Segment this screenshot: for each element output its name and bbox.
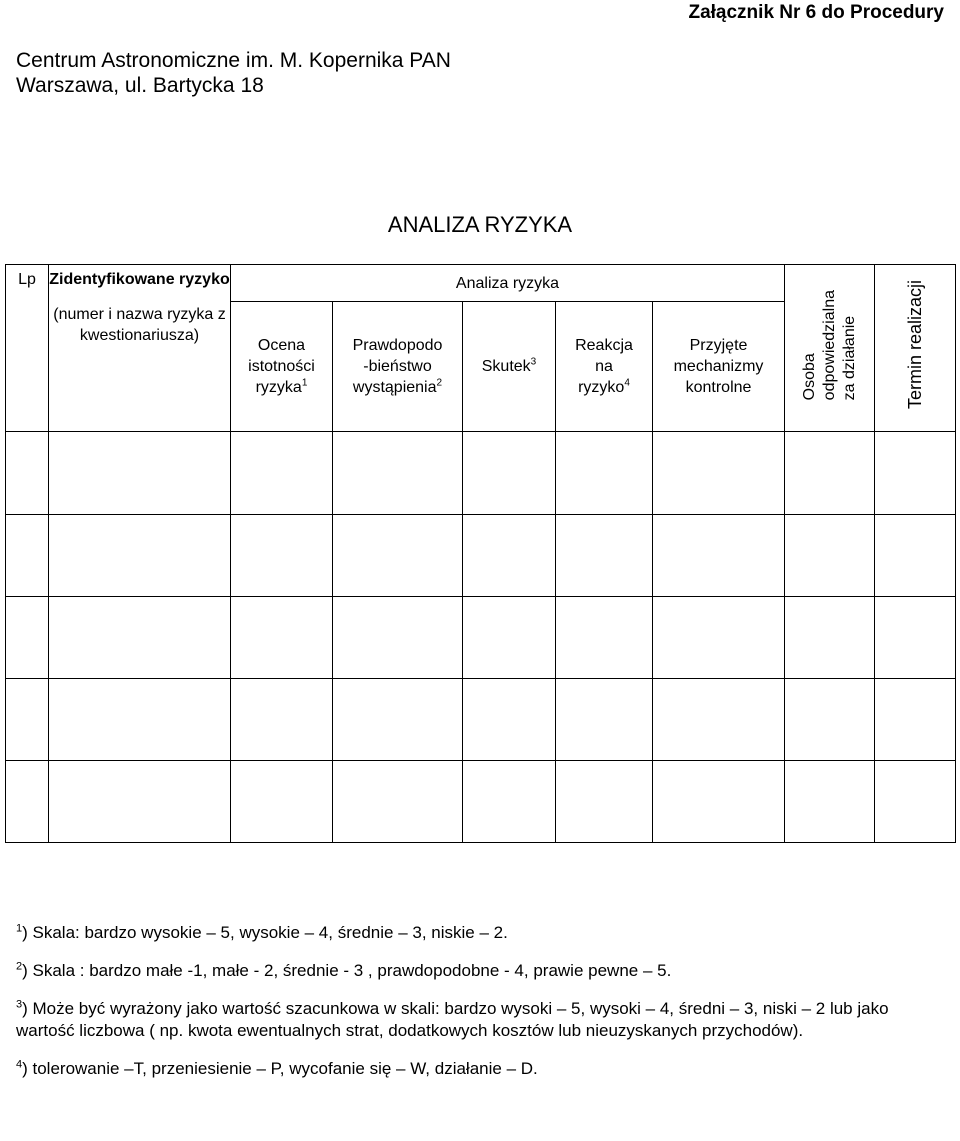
header-deadline [875,265,956,432]
table-cell [653,679,785,761]
table-row [6,515,956,597]
table-cell [49,679,231,761]
table-cell [653,432,785,515]
table-cell [875,761,956,843]
footnote-ref-3: 3 [530,356,537,368]
institution-block [16,48,451,98]
table-cell [333,515,463,597]
table-cell [785,679,875,761]
table-cell [556,432,653,515]
table-cell [556,679,653,761]
table-cell [231,761,333,843]
footnote-1: $^1$) Skala: bardzo wysokie – 5, wysokie – 4, średnie – 3, niskie – 2. [16,922,508,942]
table-row [6,432,956,515]
table-cell [6,597,49,679]
table-cell [785,432,875,515]
table-cell [6,679,49,761]
table-cell [231,432,333,515]
header-control-mechanisms: Przyjęte mechanizmy kontrolne [653,302,785,432]
header-responsible-person-text: Osoba odpowiedzialna za działanie [800,289,858,401]
header-identified-risk-subtitle: (numer i nazwa ryzyka z kwestionariusza) [53,306,226,344]
table-cell [463,679,556,761]
institution-name: Centrum Astronomiczne im. M. Kopernika PAN [16,49,451,72]
document-title: ANALIZA RYZYKA [387,212,573,237]
table-cell [333,597,463,679]
table-cell [49,515,231,597]
footnotes [16,922,946,1096]
table-header-row [6,265,956,302]
header-identified-risk-title: Zidentyfikowane ryzyko [49,271,230,288]
table-cell [785,597,875,679]
footnote-3: $^3$) Może być wyrażony jako wartość szacunkowa w skali: bardzo wysoki – 5, wysoki – 4, średni – 3, niski – 2 lub jako wartość liczbowa ( np. kwota ewentualnych strat, dodatkowych kosztów lub nieuzyskanych przychodów). [16,998,889,1040]
table-cell [556,597,653,679]
table-row [6,597,956,679]
header-deadline-text: Termin realizacji [904,280,925,410]
attachment-label: Załącznik Nr 6 do Procedury [688,2,944,23]
table-cell [231,679,333,761]
institution-address: Warszawa, ul. Bartycka 18 [16,74,264,97]
table-cell [785,515,875,597]
footnote-2: $^2$) Skala : bardzo małe -1, małe - 2, średnie - 3 , prawdopodobne - 4, prawie pewne – 5. [16,960,672,980]
table-cell [463,515,556,597]
footnote-ref-1: 1 [301,377,308,389]
header-probability: Prawdopodo -bieństwo wystąpienia$^2$ [333,302,463,432]
table-cell [556,761,653,843]
table-cell [231,515,333,597]
risk-analysis-table [5,264,956,843]
table-cell [49,597,231,679]
table-cell [463,597,556,679]
header-significance: Ocena istotności ryzyka$^1$ [231,302,333,432]
table-cell [463,761,556,843]
header-identified-risk [49,265,231,432]
header-reaction: Reakcja na ryzyko$^4$ [556,302,653,432]
table-cell [333,761,463,843]
table-cell [875,432,956,515]
header-lp: Lp [6,265,49,432]
table-cell [6,432,49,515]
table-cell [333,432,463,515]
table-cell [49,761,231,843]
table-cell [231,597,333,679]
table-cell [653,515,785,597]
table-cell [6,761,49,843]
footnote-ref-2: 2 [436,377,443,389]
table-cell [875,515,956,597]
table-cell [875,679,956,761]
table-cell [875,597,956,679]
header-risk-analysis-group: Analiza ryzyka [231,265,785,302]
table-row [6,761,956,843]
table-cell [49,432,231,515]
table-cell [653,597,785,679]
table-cell [463,432,556,515]
table-cell [785,761,875,843]
table-cell [6,515,49,597]
footnote-ref-4: 4 [624,377,630,389]
header-effect: Skutek$^3$ [463,302,556,432]
table-cell [556,515,653,597]
table-cell [333,679,463,761]
footnote-4: $^4$) tolerowanie –T, przeniesienie – P, wycofanie się – W, działanie – D. [16,1058,538,1078]
table-cell [653,761,785,843]
table-row [6,679,956,761]
header-responsible-person [785,265,875,432]
